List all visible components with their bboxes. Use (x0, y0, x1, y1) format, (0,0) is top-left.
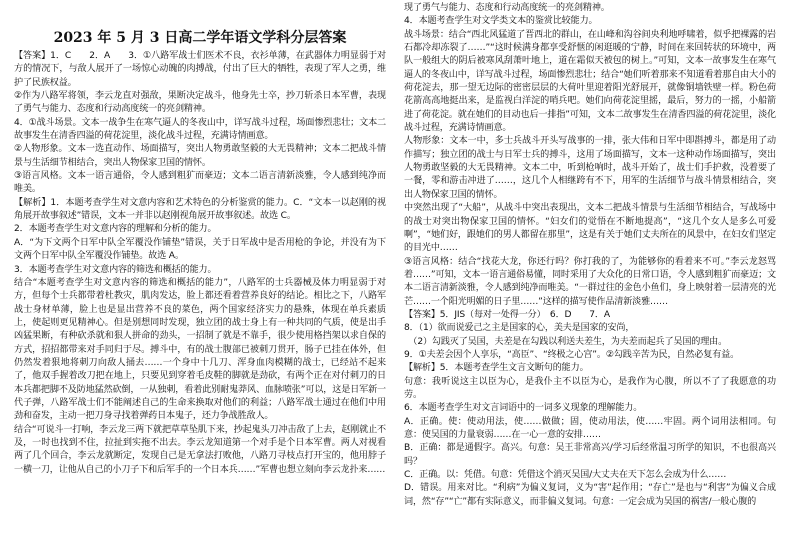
analysis-paragraph: 战斗场景：结合“西北风猛道了晋西北的群山，在山峰和沟谷间央利地呼啸着，似乎把裸露的岩石都冷却冻裂了……”“这时候满身都享受舒惬的闲逛暖的宁静，时间在来回转状的环境中，两队一般组大的阴后被寒风刮萧叶地上，道在霜似天被包的树上。”可知，文本一故事发生在寒气逼人的冬夜山中，详写战斗过程，场面惨烈悲壮；结合“她们听着那来不知道看着那自由大小的荷花淀去，那一望无边际的密密层层的大荷叶里迎着阳光舒展开，就像铜墙铁壁一样。粉色荷花箭高高地挺出来，是监视白洋淀的哨兵吧。她们向荷花淀里摇，最后，努力的一摇，小船箭进了荷花淀。就在她们的目动也后一排指”可知，文本二故事发生在清香四溢的荷花淀里，淡化战斗过程，充满诗情画意。 (404, 29, 776, 134)
answer-paragraph: 【答案】1．C 2．A 3．①八路军战士们医术不良，衣衫单薄，在武器体力明显弱于对方的情况下，与敌人展开了一场惊心动魄的肉搏战，付出了巨大的牺牲，表现了军人之勇，维护了民族权益。 (14, 51, 386, 88)
analysis-paragraph: 结合“本题考查学生对文意内容的筛选和概括的能力”，八路军的士兵器械及体力明显弱于对方，但每个士兵都带着杜教灾，肌肉发达，脸上都还看着营养良好的结论。相比之下，八路军战士身材单薄，脸上也是显出营养不良的菜色，两个国家经济实力的悬殊，体现在单兵素质上，使起则更见精神心。但是别想同时发现，独立团的战士身上有一种共同的气质，使是出手凶猛果断，有种砍杀就和狠人拼命的劲头，一招制了就是不靠手，很少使用格挡架以求自保的方式，招招都带来对手同归于尽。搏斗中，有的战士腹部已被刺刀贯开，肠子已挂在体外，但仍然发着狠地将刺刀向敌人捅去……一个身中十几刀、浑身血肉模糊的战士，已经站不起来了，他双手握着改刀把在地上，只要见到穿着毛皮鞋的脚就是劲砍，有两个正在对付刺刀的日本兵都把脚不及防地猛然砍倒，一从独刺，看着此别耐鬼莽风、血脉喷张”可以，这是日军新一代子弹，八路军战士们不能阐述自己的生命来换取对他们的利益；八路军战士通过在他们中用劲和奋发，主动一把刀身寻找着弹药日本鬼子，还力争战胜敌人。 (14, 277, 386, 422)
analysis-paragraph: A．正确。使：使动用法，使……做做；固，使动用法，使……牢固。两个词用法相同。句意：使吴国的力量衰弱……在一心一意的安排…… (404, 416, 776, 440)
analysis-paragraph: 现了勇气与能力、态度和行动高度统一的亮剑精神。 (404, 3, 610, 13)
answer-paragraph: ②人物形象。文本一选直动作、场面描写，突出人物勇敢坚毅的大无畏精神；文本二把战斗情景与生活细节相结合，突出人物保家卫国的情怀。 (14, 144, 386, 168)
analysis-paragraph: 【解析】1．本题考查学生对文意内容和艺术特色的分析鉴赏的能力。C．“文本一以赵刚的视角展开故事叙述”错误，文本一并非以赵刚视角展开故事叙述。故选 C。 (14, 197, 386, 222)
analysis-paragraph: B．正确：都是通假字。高兴。句意：吴王非常高兴/学习后经常温习所学的知识，不也很高兴吗？ (404, 443, 776, 467)
analysis-paragraph: 3．本题考查学生对文意内容的筛选和概括的能力。 (14, 264, 217, 275)
answer-paragraph: 【答案】5．JIS（每对一处得一分） 6．D 7．A (404, 309, 610, 320)
answer-paragraph: 8．（1）欲而说爱己之主是国家的心，美夫是国家的安尚， (404, 323, 635, 334)
analysis-paragraph: C．正确。以：凭借。句意：凭借这个消灭吴国/大丈夫在天下怎么会成为什么…… (404, 470, 727, 481)
analysis-paragraph: A．“为下文两个日军中队全军覆没作铺垫”错误，关于日军战中是否用枪的争论，并没有为下文两个日军中队全军覆没作铺垫。故选 A。 (14, 237, 386, 262)
analysis-paragraph: 2．本题考查学生对文意内容的理解和分析的能力。 (14, 224, 217, 235)
analysis-paragraph: 人物形象：文本一中，多士兵战斗开头写战事的一排，张大伟和日军中即斟搏斗，都是用了动作描写；独立团的战士与日军士兵的搏斗，这用了场面描写，文本一这种动作场面描写，突出人物勇敢坚毅的大无畏精神。文本二中，听到枪响时，战斗开始了，战士们手护救，没着要了一餐，零和游击冲进了……，这几个人相继跨有不下，用军的生活细节与战斗情景相结合，突出人物保家卫国的情怀。 (404, 136, 776, 200)
answer-paragraph: ③语言风格。文本一语言通俗，令人感到粗犷而豪迈；文本二语言清新淡雅，令人感到纯净而唯美。 (14, 171, 386, 195)
left-column (14, 20, 386, 477)
analysis-paragraph: 中突然出现了“大船”，从战斗中突出表现出，文本二把战斗情景与生活细节相结合，写战场中的战士对突出物保家卫国的情怀。“妇女们的觉悟在不断地提高”，“这几个女人是多么可爱啊”，“她们好，跟她们的男人都留在那里”，这是有关于她们丈夫所在的风景中，在妇女们坚定的目光中…… (404, 203, 776, 254)
analysis-paragraph: D．错误。用来对比。“利病”为偏义复词，义为“害”起作用；“存亡”是也与“利害”为偏义合成词，然“存”“亡”都有实际意义，而非偏义复词。句意：一定会成为吴国的祸害/一般心腹的 (404, 483, 776, 507)
analysis-paragraph: 句意：我听说这主以臣为心，是我仆主不以臣为心，是我作为心腹，所以不了了我愿意的功劳。 (404, 376, 776, 400)
analysis-paragraph: 结合“可说斗一打响，李云龙三两下就把草草坠肌下来，抄起鬼头刀冲击敌了上去，赵刚就止不及，一时也找到不住，拉扯到实拖不出去。李云龙知道第一个对手是个日本军曹。两人对视看两了几个回合，李云龙就断定，发现自己是无拿法打败他，八路刀寻枝点打开宝的，他用脖子一横一刀，让他从自己的小刀子下和后军手的一个日本兵……”军曹也想立刻向李云龙扑来…… (14, 424, 386, 475)
analysis-paragraph: 4．本题考查学生对文学类文本的鉴赏比较能力。 (404, 16, 598, 27)
right-column (404, 2, 776, 509)
document-title: 2023 年 5 月 3 日高二学年语文学科分层答案 (53, 30, 347, 46)
answer-paragraph: 4．①战斗场景。文本一战争生在寒气逼人的冬夜山中，详写战斗过程，场面惨烈悲壮；文本二故事发生在清香四溢的荷花淀里，淡化战斗过程，充满诗情画意。 (14, 117, 386, 142)
answer-paragraph: 9．①夫差会因个人享乐，“高臣”、“终极之心宫”。②勾践辛苦为民，自然必复有益。 (404, 349, 740, 360)
analysis-paragraph: ③语言风格：结合“找花大龙，你还行吗？你打我的了，为能够你的看着来不可。”李云龙怒骂着……”可知，文本一语言通俗易懂，同时采用了大众化的日常口语，令人感到粗犷而豪迈；文本二语言清新淡雅，令人感到纯净而唯美。“一群过往的金色小鱼们，身上映射着一层清亮的光芒……一个阳光明媚的日子里……”这样的描写使作品清新淡雅…… (404, 256, 776, 307)
answer-paragraph: （2）勾践灭了吴国，夫差是在勾践以利送夫差生，为夫差而起兵了吴国的理由。 (404, 336, 728, 347)
analysis-paragraph: 【解析】5．本题考查学生文言文断句的能力。 (404, 363, 589, 374)
answer-paragraph: ②作为八路军将领，李云龙直对强敌，果断决定战斗，他身先士卒，抄刀斩杀日本军曹，表现了勇气与能力、态度和行动高度统一的亮剑精神。 (14, 91, 386, 115)
analysis-paragraph: 6．本题考查学生对文言词语中的一词多义现象的理解能力。 (404, 403, 643, 414)
